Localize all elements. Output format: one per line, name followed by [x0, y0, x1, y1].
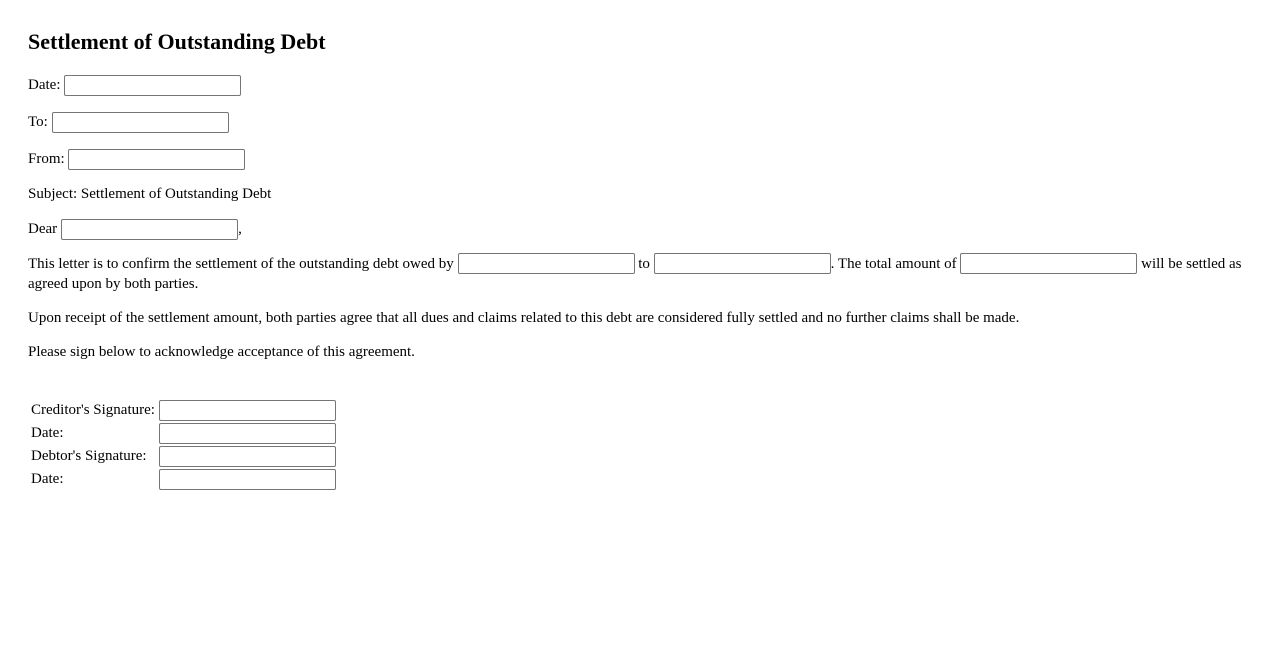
confirmation-paragraph	[28, 254, 1250, 294]
from-input[interactable]	[68, 149, 245, 170]
recipient-name-input[interactable]	[61, 219, 238, 240]
creditor-signature-input[interactable]	[159, 400, 336, 421]
creditor-name-input[interactable]	[654, 253, 831, 274]
amount-input[interactable]	[960, 253, 1137, 274]
to-label: To:	[28, 114, 48, 130]
sign-instruction-paragraph: Please sign below to acknowledge acceptance of this agreement.	[28, 344, 415, 361]
date-input[interactable]	[64, 75, 241, 96]
debtor-signature-label: Debtor's Signature:	[31, 448, 147, 465]
signature-table	[28, 398, 339, 492]
to-row	[28, 111, 1250, 133]
salutation-row	[28, 218, 1250, 240]
creditor-date-input[interactable]	[159, 423, 336, 444]
debtor-date-label: Date:	[31, 471, 64, 488]
table-row	[30, 423, 337, 444]
subject-line: Subject: Settlement of Outstanding Debt	[28, 186, 272, 202]
debtor-date-input[interactable]	[159, 469, 336, 490]
table-row	[30, 469, 337, 490]
settlement-terms-paragraph: Upon receipt of the settlement amount, both parties agree that all dues and claims related to this debt are considered fully settled and no further claims shall be made.	[28, 310, 1020, 327]
paragraph-text-4: will be settled as agreed upon by both parties.	[28, 256, 1242, 293]
creditor-date-label: Date:	[31, 425, 64, 442]
from-row	[28, 148, 1250, 170]
paragraph-text-2: to	[638, 256, 650, 272]
from-label: From:	[28, 151, 65, 167]
date-label: Date:	[28, 77, 61, 93]
dear-label: Dear	[28, 221, 58, 237]
to-input[interactable]	[52, 112, 229, 133]
date-row	[28, 74, 1250, 96]
salutation-comma: ,	[238, 221, 242, 237]
creditor-signature-label: Creditor's Signature:	[31, 402, 155, 419]
debtor-name-input[interactable]	[458, 253, 635, 274]
paragraph-text-1: This letter is to confirm the settlement of the outstanding debt owed by	[28, 256, 454, 272]
table-row	[30, 446, 337, 467]
paragraph-text-3: . The total amount of	[830, 256, 957, 272]
page-title: Settlement of Outstanding Debt	[28, 29, 326, 54]
debtor-signature-input[interactable]	[159, 446, 336, 467]
table-row	[30, 400, 337, 421]
